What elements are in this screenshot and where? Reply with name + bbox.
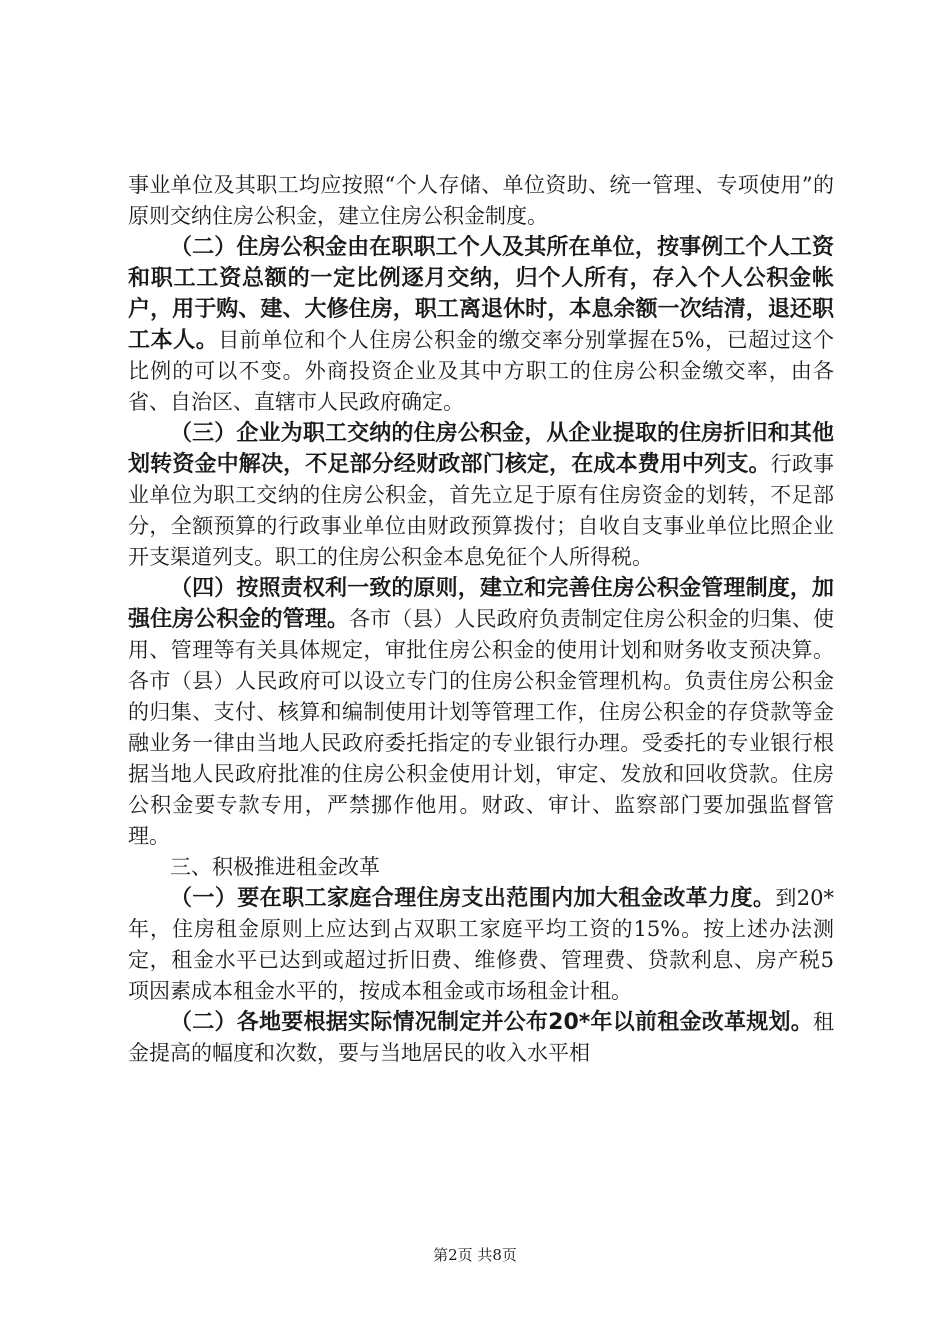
paragraph-text: 到20*年，住房租金原则上应达到占双职工家庭平均工资的15%。按上述办法测定，租金水平已达到或超过折旧费、维修费、管理费、贷款利息、房产税5项因素成本租金水平的，按成本租金或市场租金计租。 [128, 886, 834, 1003]
page-footer: 第2页 共8页 [433, 1246, 517, 1264]
paragraph-text: 目前单位和个人住房公积金的缴交率分别掌握在5%，已超过这个比例的可以不变。外商投资企业及其中方职工的住房公积金缴交率，由各省、自治区、直辖市人民政府确定。 [128, 328, 834, 414]
paragraph-lead-bold: （一）要在职工家庭合理住房支出范围内加大租金改革力度。 [170, 886, 776, 911]
paragraph-lead-bold: （二）各地要根据实际情况制定并公布20*年以前租金改革规划。 [170, 1010, 813, 1035]
paragraph-text: 事业单位及其职工均应按照“个人存储、单位资助、统一管理、专项使用”的原则交纳住房公积金，建立住房公积金制度。 [128, 173, 834, 228]
paragraph-text: 租金提高的幅度和次数，要与当地居民的收入水平相 [128, 1010, 834, 1065]
paragraph-continuation [128, 170, 834, 232]
paragraph-lead-bold: （三）企业为职工交纳的住房公积金，从企业提取的住房折旧和其他划转资金中解决，不足部分经财政部门核定，在成本费用中列支。 [128, 421, 834, 477]
paragraph-item-3 [128, 418, 834, 573]
section-heading: 三、积极推进租金改革 [170, 855, 380, 879]
paragraph-item-4 [128, 573, 834, 852]
paragraph-lead-bold: （二）住房公积金由在职职工个人及其所在单位，按事例工个人工资和职工工资总额的一定比例逐月交纳，归个人所有，存入个人公积金帐户，用于购、建、大修住房，职工离退休时，本息余额一次结清，退还职工本人。 [128, 235, 834, 353]
paragraph-text: 行政事业单位为职工交纳的住房公积金，首先立足于原有住房资金的划转，不足部分，全额预算的行政事业单位由财政预算拨付；自收自支事业单位比照企业开支渠道列支。职工的住房公积金本息免征个人所得税。 [128, 452, 834, 569]
paragraph-lead-bold: （四）按照责权利一致的原则，建立和完善住房公积金管理制度，加强住房公积金的管理。 [128, 576, 834, 632]
paragraph-rent-1 [128, 883, 834, 1007]
paragraph-text: 各市（县）人民政府负责制定住房公积金的归集、使用、管理等有关具体规定，审批住房公积金的使用计划和财务收支预决算。各市（县）人民政府可以设立专门的住房公积金管理机构。负责住房公积金的归集、支付、核算和编制使用计划等管理工作，住房公积金的存贷款等金融业务一律由当地人民政府委托指定的专业银行办理。受委托的专业银行根据当地人民政府批准的住房公积金使用计划，审定、发放和回收贷款。住房公积金要专款专用，严禁挪作他用。财政、审计、监察部门要加强监督管理。 [128, 607, 834, 848]
paragraph-rent-2 [128, 1007, 834, 1069]
paragraph-item-2 [128, 232, 834, 418]
document-body [128, 170, 834, 1069]
